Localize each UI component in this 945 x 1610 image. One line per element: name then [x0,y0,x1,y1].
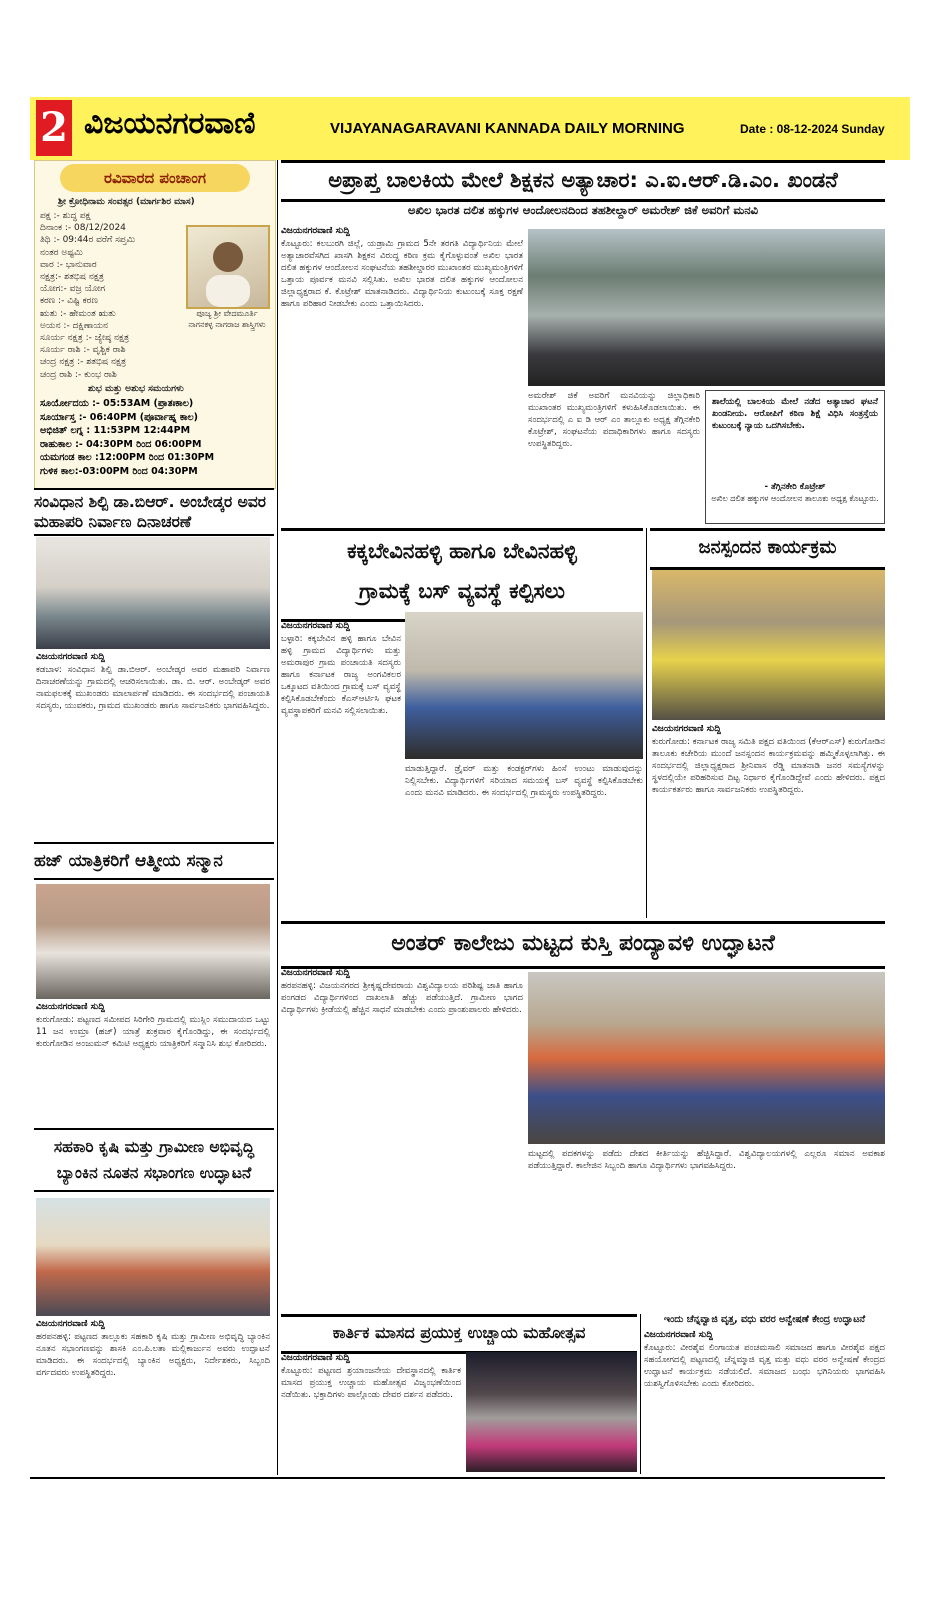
newspaper-title-kannada: ವಿಜಯನಗರವಾಣಿ [84,106,256,141]
janaspandana-headline-box [650,528,885,570]
bus-headline-box [281,528,643,622]
panchanga-samvatsara: ಶ್ರೀ ಕ್ರೋಧಿನಾಮ ಸಂವತ್ಸರ (ಮಾರ್ಗಶಿರ ಮಾಸ) [58,197,195,207]
karthika-headline: ಕಾರ್ತಿಕ ಮಾಸದ ಪ್ರಯುಕ್ತ ಉಚ್ಚಾಯ ಮಹೋತ್ಸವ [332,1323,586,1342]
quote-role: ಅಖಿಲ ದಲಿತ ಹಕ್ಕುಗಳ ಆಂದೋಲನ ತಾಲೂಕು ಅಧ್ಯಕ್ಷ ಕೊಟ್ಟೂರು. [711,494,879,503]
haj-body: ಕುರುಗೋಡು: ಪಟ್ಟಣದ ಸಮೀಪದ ಸಿರಿಗೇರಿ ಗ್ರಾಮದಲ್ಲಿ ಮುಸ್ಲಿಂ ಸಮುದಾಯದ ಒಟ್ಟು 11 ಜನ ಉಮ್ರಾ (ಹಜ್) ಯಾತ್ರೆ ಶುಕ್ರವಾರ ಕೈಗೊಂಡಿದ್ದು, ಈ ಸಂದರ್ಭದಲ್ಲಿ ಕುರುಗೋಡಿನ ಅಂಜುಮನ್ ಕಮಿಟಿ ಅಧ್ಯಕ್ಷರು ಯಾತ್ರಿಕರಿಗೆ ಸನ್ಮಾನಿಸಿ ಶುಭ ಕೋರಿದರು. [36,1015,270,1049]
karthika-photo [466,1352,637,1472]
ac-center-byline: ವಿಜಯನಗರವಾಣಿ ಸುದ್ದಿ [644,1330,713,1340]
bank-byline: ವಿಜಯನಗರವಾಣಿ ಸುದ್ದಿ [36,1319,105,1329]
page-number: 2 [36,100,72,156]
atrocity-headline-box [281,160,885,202]
atrocity-body-continued: ಅಮರೇಶ್ ಜಿಕೆ ಅವರಿಗೆ ಮನವಿಯನ್ನು ಜಿಲ್ಲಾಧಿಕಾರಿ ಮುಖಾಂತರ ಮುಖ್ಯಮಂತ್ರಿಗಳಿಗೆ ಕಳುಹಿಸಿಕೊಡಲಾಯಿತು. ಈ ಸಂದರ್ಭದಲ್ಲಿ ಎ ಐ ಡಿ ಆರ್ ಎಂ ತಾಲ್ಲೂಕು ಅಧ್ಯಕ್ಷ ತೆಗ್ಗಿನಕೇರಿ ಕೊಟ್ರೇಶ್, ಸಂಘಟನೆಯ ಪದಾಧಿಕಾರಿಗಳು ಹಾಗೂ ಸದಸ್ಯರು ಉಪಸ್ಥಿತರಿದ್ದರು. [528,391,700,449]
atrocity-body: ಕೊಟ್ಟೂರು: ಕಲಬುರಗಿ ಜಿಲ್ಲೆ, ಯಡ್ರಾಮಿ ಗ್ರಾಮದ 5ನೇ ತರಗತಿ ವಿದ್ಯಾರ್ಥಿನಿಯ ಮೇಲೆ ಅತ್ಯಾಚಾರವೆಸಗಿದ ಖಾಸಗಿ ಶಿಕ್ಷಕನ ವಿರುದ್ಧ ಕಠಿಣ ಕ್ರಮ ಕೈಗೊಳ್ಳುವಂತೆ ಅಖಿಲ ಭಾರತ ದಲಿತ ಹಕ್ಕುಗಳ ಆಂದೋಲನ ಸಂಘಟನೆಯ ತಹಶೀಲ್ದಾರರ ಮುಖಾಂತರ ಮುಖ್ಯಮಂತ್ರಿಗಳಿಗೆ ಒತ್ತಾಯ ಪೂರ್ವಕ ಮನವಿ ಸಲ್ಲಿಸಿತು. ಅಖಿಲ ಭಾರತ ದಲಿತ ಹಕ್ಕುಗಳ ಆಂದೋಲನ ಜಿಲ್ಲಾಧ್ಯಕ್ಷರಾದ ಕೆ. ಕೊಟ್ರೇಶ್ ಮಾತನಾಡಿದರು. ವಿದ್ಯಾರ್ಥಿನಿಯ ಕುಟುಂಬಕ್ಕೆ ಸೂಕ್ತ ರಕ್ಷಣೆ ಹಾಗೂ ಪರಿಹಾರ ನೀಡಬೇಕು ಎಂದು ಒತ್ತಾಯಿಸಿದರು. [281,239,523,309]
panchanga-details [40,210,190,381]
issue-date: Date : 08-12-2024 Sunday [740,122,885,136]
atrocity-subheadline: ಅಖಿಲ ಭಾರತ ದಲಿತ ಹಕ್ಕುಗಳ ಆಂದೋಲನದಿಂದ ತಹಶೀಲ್ದಾರ್ ಅಮರೇಶ್ ಜಿಕೆ ಅವರಿಗೆ ಮನವಿ [407,203,759,217]
priest-portrait [186,225,270,309]
bank-headline-box [34,1128,274,1192]
panchanga-line: ಋತು :- ಹೇಮಂತ ಋತು [40,308,116,319]
ac-center-headline: ಇಂದು ಚೆನ್ನವ್ವಾಜಿ ವೃತ್ತ, ವಧು ವರರ ಅನ್ವೇಷಣೆ ಕೇಂದ್ರ ಉದ್ಘಾಟನೆ [663,1314,866,1325]
time-line: ಗುಳಿಕ ಕಾಲ:-03:00PM ರಿಂದ 04:30PM [40,465,198,477]
ac-center-body: ಕೊಟ್ಟೂರು: ವೀರಶೈವ ಲಿಂಗಾಯತ ಪಂಚಮಸಾಲಿ ಸಮಾಜದ ಹಾಗೂ ವೀರಶೈವ ಪಕ್ಷದ ಸಹಯೋಗದಲ್ಲಿ ಪಟ್ಟಣದಲ್ಲಿ ಚೆನ್ನಮ್ಮಾಜಿ ವೃತ್ತ ಮತ್ತು ವಧು ವರರ ಅನ್ವೇಷಣೆ ಕೇಂದ್ರದ ಉದ್ಘಾಟನೆ ಕಾರ್ಯಕ್ರಮ ನಡೆಯಲಿದೆ. ಸಮಾಜದ ಬಂಧು ಭಗಿನಿಯರು ಭಾಗವಹಿಸಿ ಯಶಸ್ವಿಗೊಳಿಸಬೇಕು ಎಂದು ಕೋರಿದರು. [644,1343,885,1389]
ambedkar-byline: ವಿಜಯನಗರವಾಣಿ ಸುದ್ದಿ [36,652,105,662]
atrocity-photo [528,229,885,386]
haj-byline: ವಿಜಯನಗರವಾಣಿ ಸುದ್ದಿ [36,1002,105,1012]
karthika-byline: ವಿಜಯನಗರವಾಣಿ ಸುದ್ದಿ [281,1353,350,1363]
atrocity-byline: ವಿಜಯನಗರವಾಣಿ ಸುದ್ದಿ [281,226,350,236]
ambedkar-body: ಕಡಬಾಳ: ಸಂವಿಧಾನ ಶಿಲ್ಪಿ ಡಾ.ಬಿಆರ್. ಅಂಬೇಡ್ಕರ ಅವರ ಮಹಾಪರಿ ನಿರ್ವಾಣ ದಿನಾಚರಣೆಯನ್ನು ಗ್ರಾಮದಲ್ಲಿ ಆಚರಿಸಲಾಯಿತು. ಡಾ. ಬಿ. ಆರ್. ಅಂಬೇಡ್ಕರ್ ಅವರ ನಾಮಫಲಕಕ್ಕೆ ಮುಖಂಡರು ಮಾಲಾರ್ಪಣೆ ಮಾಡಿದರು. ಈ ಸಂದರ್ಭದಲ್ಲಿ ಪಂಚಾಯತಿ ಸದಸ್ಯರು, ಯುವಕರು, ಗ್ರಾಮದ ಮುಖಂಡರು ಹಾಗೂ ಸಾರ್ವಜನಿಕರು ಭಾಗವಹಿಸಿದ್ದರು. [36,665,270,711]
karthika-headline-box [281,1314,637,1354]
panchanga-times [40,397,270,478]
bus-photo [405,612,643,759]
panchanga-line: ಕರಣ :- ವಿಷ್ಟಿ ಕರಣ [40,296,98,307]
bank-photo [36,1198,270,1316]
panchanga-line: ನಂತರ ಅಷ್ಟಮಿ [40,247,83,258]
bus-byline: ವಿಜಯನಗರವಾಣಿ ಸುದ್ದಿ [281,621,350,631]
newspaper-title-english: VIJAYANAGARAVANI KANNADA DAILY MORNING [330,120,685,137]
bus-body-continued: ಮಾಡುತ್ತಿದ್ದಾರೆ. ಡ್ರೈವರ್ ಮತ್ತು ಕಂಡಕ್ಟರ್‌ಗಳು ಹಿಂಸೆ ಉಂಟು ಮಾಡುವುದನ್ನು ನಿಲ್ಲಿಸಬೇಕು. ವಿದ್ಯಾರ್ಥಿಗಳಿಗೆ ಸರಿಯಾದ ಸಮಯಕ್ಕೆ ಬಸ್ ವ್ಯವಸ್ಥೆ ಕಲ್ಪಿಸಿಕೊಡಬೇಕು ಎಂದು ಮನವಿ ಮಾಡಿದರು. ಈ ಸಂದರ್ಭದಲ್ಲಿ ಗ್ರಾಮಸ್ಥರು ಉಪಸ್ಥಿತರಿದ್ದರು. [405,764,643,798]
wrestling-body-continued: ಮಟ್ಟದಲ್ಲಿ ಪದಕಗಳನ್ನು ಪಡೆದು ದೇಶದ ಕೀರ್ತಿಯನ್ನು ಹೆಚ್ಚಿಸಿದ್ದಾರೆ. ವಿಶ್ವವಿದ್ಯಾಲಯಗಳಲ್ಲಿ ಎಲ್ಲರೂ ಸಮಾನ ಅವಕಾಶ ಪಡೆಯುತ್ತಿದ್ದಾರೆ. ಕಾಲೇಜಿನ ಸಿಬ್ಬಂದಿ ಹಾಗೂ ವಿದ್ಯಾರ್ಥಿಗಳು ಭಾಗವಹಿಸಿದ್ದರು. [528,1149,885,1171]
haj-photo [36,884,270,999]
person-icon [188,227,268,307]
panchanga-line: ದಿನಾಂಕ :- 08/12/2024 [40,223,126,234]
quote-author: - ತೆಗ್ಗಿನಕೇರಿ ಕೊಟ್ರೇಶ್ [764,482,826,492]
panchanga-title: ರವಿವಾರದ ಪಂಚಾಂಗ [60,164,250,192]
janaspandana-photo [652,570,885,720]
quote-box [705,390,885,524]
panchanga-line: ಅಯನ :- ದಕ್ಷಿಣಾಯನ [40,320,109,331]
panchanga-line: ತಿಥಿ :- 09:44ರ ವರೆಗೆ ಸಪ್ತಮಿ [40,235,136,246]
portrait-caption: ಪೂಜ್ಯ ಶ್ರೀ ವೇದಮೂರ್ತಿ ನಾಗನಕಳ್ಳ ನಾಗರಾಜ ಶಾಸ್ತ್ರಿಗಳು [188,309,266,329]
panchanga-line: ಚಂದ್ರ ನಕ್ಷತ್ರ :- ಶತಭಿಷ ನಕ್ಷತ್ರ [40,357,126,368]
panchanga-line: ಪಕ್ಷ :- ಶುದ್ಧ ಪಕ್ಷ [40,211,91,221]
haj-headline-box [34,842,274,880]
column-divider [646,528,647,918]
panchanga-line: ಯೋಗ:- ವಜ್ರ ಯೋಗ [40,284,106,295]
wrestling-body: ಹರಪನಹಳ್ಳಿ: ವಿಜಯನಗರದ ಶ್ರೀಕೃಷ್ಣದೇವರಾಯ ವಿಶ್ವವಿದ್ಯಾಲಯ ಪರಿಶಿಷ್ಟ ಜಾತಿ ಹಾಗೂ ಪಂಗಡದ ವಿದ್ಯಾರ್ಥಿಗಳಿಂದ ದಾಖಲಾತಿ ಹೆಚ್ಚು ಪಡೆಯುತ್ತಿದೆ. ಗ್ರಾಮೀಣ ಭಾಗದ ವಿದ್ಯಾರ್ಥಿಗಳು ಕ್ರೀಡೆಯಲ್ಲಿ ಹೆಚ್ಚಿನ ಸಾಧನೆ ಮಾಡಬೇಕು ಎಂದು ಪ್ರಾಂಶುಪಾಲರು ಹೇಳಿದರು. [281,981,523,1015]
time-line: ಅಭಿಜಿತ್ ಲಗ್ನ : 11:53PM 12:44PM [40,425,191,436]
panchanga-line: ನಕ್ಷತ್ರ:- ಶತಭಿಷ ನಕ್ಷತ್ರ [40,272,104,283]
quote-text: ಶಾಲೆಯಲ್ಲಿ ಬಾಲಕಿಯ ಮೇಲೆ ನಡೆದ ಅತ್ಯಾಚಾರ ಘಟನೆ ಖಂಡನೀಯ. ಆರೋಪಿಗೆ ಕಠಿಣ ಶಿಕ್ಷೆ ವಿಧಿಸಿ ಸಂತ್ರಸ್ತೆಯ ಕುಟುಂಬಕ್ಕೆ ನ್ಯಾಯ ಒದಗಿಸಬೇಕು. [712,397,878,431]
column-divider [640,1314,641,1474]
atrocity-headline: ಅಪ್ರಾಪ್ತ ಬಾಲಕಿಯ ಮೇಲೆ ಶಿಕ್ಷಕನ ಅತ್ಯಾಚಾರ: ಎ.ಐ.ಆರ್.ಡಿ.ಎಂ. ಖಂಡನೆ [328,168,838,192]
haj-headline: ಹಜ್ ಯಾತ್ರಿಕರಿಗೆ ಆತ್ಮೀಯ ಸನ್ಮಾನ [34,851,223,871]
panchanga-line: ಸೂರ್ಯ ರಾಶಿ :- ವೃಶ್ಚಿಕ ರಾಶಿ [40,345,126,356]
time-line: ಸೂರ್ಯೋದಯ :- 05:53AM (ಪ್ರಾತಃಕಾಲ) [40,398,194,409]
janaspandana-byline: ವಿಜಯನಗರವಾಣಿ ಸುದ್ದಿ [652,724,721,734]
bus-headline-line1: ಕಕ್ಕಬೇವಿನಹಳ್ಳಿ ಹಾಗೂ ಬೇವಿನಹಳ್ಳಿ [347,539,577,563]
janaspandana-headline: ಜನಸ್ಪಂದನ ಕಾರ್ಯಕ್ರಮ [698,537,837,558]
wrestling-headline-box [281,921,885,969]
panchanga-line: ಚಂದ್ರ ರಾಶಿ :- ಕುಂಭ ರಾಶಿ [40,369,117,380]
time-line: ಸೂರ್ಯಾಸ್ತ :- 06:40PM (ಪೂರ್ವಾಹ್ನ ಕಾಲ) [40,411,198,423]
panchanga-line: ಸೂರ್ಯ ನಕ್ಷತ್ರ :- ಜ್ಯೇಷ್ಠ ನಕ್ಷತ್ರ [40,333,129,344]
wrestling-headline: ಅಂತರ್ ಕಾಲೇಜು ಮಟ್ಟದ ಕುಸ್ತಿ ಪಂದ್ಯಾವಳಿ ಉದ್ಘಾಟನೆ [391,931,775,956]
ambedkar-headline-box [34,488,274,536]
panchanga-line: ವಾರ :- ಭಾನುವಾರ [40,259,97,270]
janaspandana-body: ಕುರುಗೋಡು: ಕರ್ನಾಟಕ ರಾಜ್ಯ ಸಮಿತಿ ಪಕ್ಷದ ವತಿಯಿಂದ (ಕೆಆರ್‌ಎಸ್) ಕುರುಗೋಡಿನ ತಾಲೂಕು ಕಚೇರಿಯ ಮುಂದೆ ಜನಸ್ಪಂದನ ಕಾರ್ಯಕ್ರಮವನ್ನು ಹಮ್ಮಿಕೊಳ್ಳಲಾಗಿತ್ತು. ಈ ಸಂದರ್ಭದಲ್ಲಿ ಜಿಲ್ಲಾಧ್ಯಕ್ಷರಾದ ಶ್ರೀನಿವಾಸ ರೆಡ್ಡಿ ಮಾತನಾಡಿ ಜನರ ಸಮಸ್ಯೆಗಳನ್ನು ಸ್ಥಳದಲ್ಲಿಯೇ ಪರಿಹರಿಸುವ ದಿಟ್ಟ ನಿರ್ಧಾರ ಕೈಗೊಂಡಿದ್ದೇವೆ ಎಂದು ಹೇಳಿದರು. ಪಕ್ಷದ ಕಾರ್ಯಕರ್ತರು ಹಾಗೂ ಸಾರ್ವಜನಿಕರು ಉಪಸ್ಥಿತರಿದ್ದರು. [652,737,885,795]
time-line: ಯಮಗಂಡ ಕಾಲ :12:00PM ರಿಂದ 01:30PM [40,452,215,463]
bus-headline-line2: ಗ್ರಾಮಕ್ಕೆ ಬಸ್ ವ್ಯವಸ್ಥೆ ಕಲ್ಪಿಸಲು [359,579,565,603]
ambedkar-photo [36,537,270,649]
karthika-body: ಕೊಟ್ಟೂರು: ಪಟ್ಟಣದ ಶ್ರಯಾಂಜನೇಯ ದೇವಸ್ಥಾನದಲ್ಲಿ ಕಾರ್ತಿಕ ಮಾಸದ ಪ್ರಯುಕ್ತ ಉಚ್ಚಾಯ ಮಹೋತ್ಸವ ವಿಜೃಂಭಣೆಯಿಂದ ನಡೆಯಿತು. ಭಕ್ತಾದಿಗಳು ಪಾಲ್ಗೊಂಡು ದೇವರ ದರ್ಶನ ಪಡೆದರು. [281,1366,461,1400]
ambedkar-headline: ಸಂವಿಧಾನ ಶಿಲ್ಪಿ ಡಾ.ಬಿಆರ್. ಅಂಬೇಡ್ಕರ ಅವರ ಮಹಾಪರಿ ನಿರ್ವಾಣ ದಿನಾಚರಣೆ [34,493,266,531]
wrestling-byline: ವಿಜಯನಗರವಾಣಿ ಸುದ್ದಿ [281,968,350,978]
bank-headline: ಸಹಕಾರಿ ಕೃಷಿ ಮತ್ತು ಗ್ರಾಮೀಣ ಅಭಿವೃದ್ಧಿ ಬ್ಯಾಂಕಿನ ನೂತನ ಸಭಾಂಗಣ ಉದ್ಘಾಟನೆ [53,1138,255,1182]
wrestling-photo [528,972,885,1144]
times-heading: ಶುಭ ಮತ್ತು ಅಶುಭ ಸಮಯಗಳು [88,384,184,394]
bus-body: ಬಳ್ಳಾರಿ: ಕಕ್ಕಬೇವಿನ ಹಳ್ಳಿ ಹಾಗೂ ಬೇವಿನ ಹಳ್ಳಿ ಗ್ರಾಮದ ವಿದ್ಯಾರ್ಥಿಗಳು ಮತ್ತು ಅಮರಾಪುರ ಗ್ರಾಮ ಪಂಚಾಯತಿ ಸದಸ್ಯರು ಹಾಗೂ ಕರ್ನಾಟಕ ರಾಜ್ಯ ಅಂಗವಿಕಲರ ಒಕ್ಕೂಟದ ವತಿಯಿಂದ ಗ್ರಾಮಕ್ಕೆ ಬಸ್ ವ್ಯವಸ್ಥೆ ಕಲ್ಪಿಸಿಕೊಡಬೇಕೆಂದು ಕೆಎಸ್ಆರ್ಟಿಸಿ ಘಟಕ ವ್ಯವಸ್ಥಾಪಕರಿಗೆ ಮನವಿ ಸಲ್ಲಿಸಲಾಯಿತು. [281,634,401,716]
column-divider [277,160,278,1475]
bank-body: ಹರಪನಹಳ್ಳಿ: ಪಟ್ಟಣದ ತಾಲ್ಲೂಕು ಸಹಕಾರಿ ಕೃಷಿ ಮತ್ತು ಗ್ರಾಮೀಣ ಅಭಿವೃದ್ಧಿ ಬ್ಯಾಂಕಿನ ನೂತನ ಸಭಾಂಗಣವನ್ನು ಶಾಸಕಿ ಎಂ.ಪಿ.ಲತಾ ಮಲ್ಲಿಕಾರ್ಜುನ ಅವರು ಉದ್ಘಾಟನೆ ಮಾಡಿದರು. ಈ ಸಂದರ್ಭದಲ್ಲಿ ಬ್ಯಾಂಕಿನ ಅಧ್ಯಕ್ಷರು, ನಿರ್ದೇಶಕರು, ಸಿಬ್ಬಂದಿ ವರ್ಗದವರು ಉಪಸ್ಥಿತರಿದ್ದರು. [36,1332,270,1378]
page-bottom-rule [30,1477,885,1479]
time-line: ರಾಹುಕಾಲ :- 04:30PM ರಿಂದ 06:00PM [40,438,202,450]
